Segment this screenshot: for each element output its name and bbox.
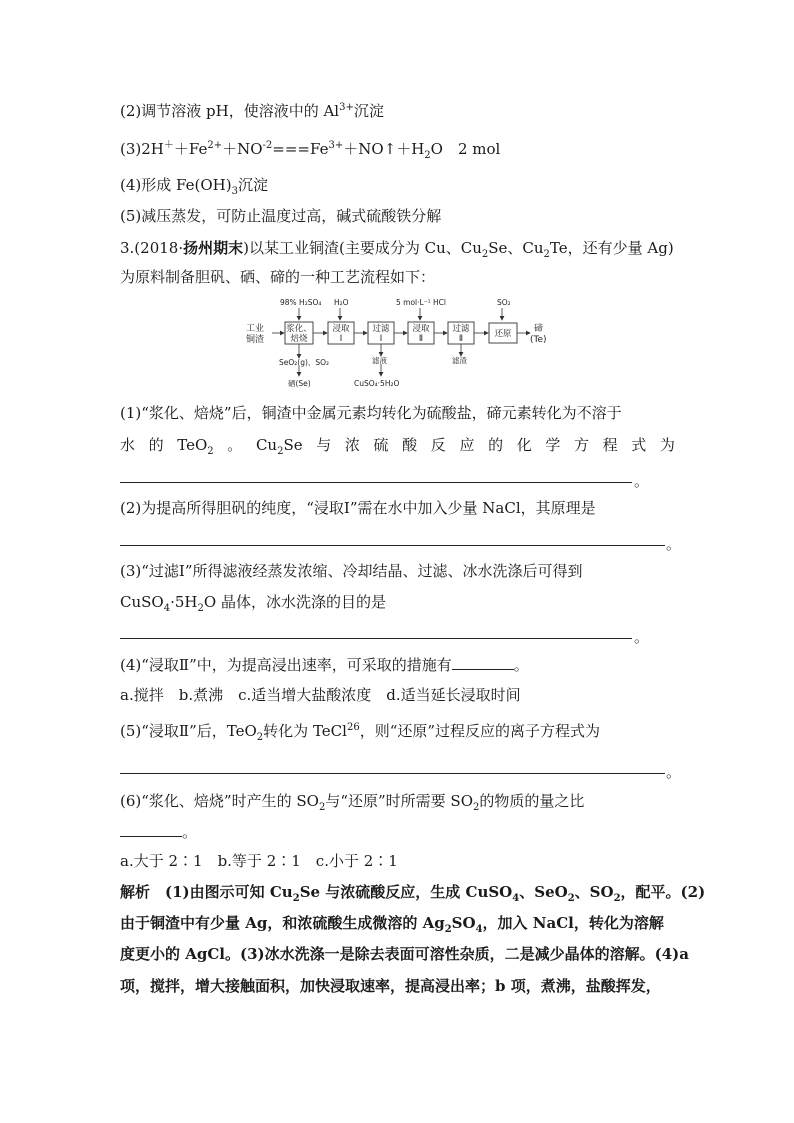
question-2: (2)为提高所得胆矾的纯度，“浸取Ⅰ”需在水中加入少量 NaCl，其原理是	[120, 499, 596, 517]
question-6-blank-line: 。	[120, 822, 197, 842]
solution-line-4: 项，搅拌，增大接触面积，加快浸取速率，提高浸出率；b 项，煮沸，盐酸挥发，	[120, 977, 661, 995]
svg-text:浆化、: 浆化、	[286, 324, 312, 334]
byproduct-residue: 滤渣	[452, 356, 467, 365]
process-flowchart	[244, 294, 554, 394]
answer-line-5: (5)减压蒸发，可防止温度过高，碱式硫酸铁分解	[120, 207, 442, 225]
question-6-options: a.大于 2∶1 b.等于 2∶1 c.小于 2∶1	[120, 852, 398, 870]
byproduct-seo2: SeO₂(g)、SO₂	[279, 358, 330, 367]
byproduct-se: 硒(Se)	[288, 379, 311, 388]
question-6: (6)“浆化、焙烧”时产生的 $SO_2$与“还原”时所需要 $SO_2$的物质的量之比	[120, 792, 585, 813]
answer-line-2: (2)调节溶液 pH，使溶液中的 $Al^{3+}$沉淀	[120, 102, 384, 120]
end-label-1: 碲	[534, 324, 544, 334]
answer-blank-4[interactable]	[452, 655, 514, 670]
byproduct-filtrate: 滤液	[372, 356, 387, 365]
svg-text:浸取: 浸取	[332, 324, 350, 334]
question-4-options: a.搅拌 b.煮沸 c.适当增大盐酸浓度 d.适当延长浸取时间	[120, 686, 521, 704]
start-label-2: 铜渣	[246, 335, 265, 345]
answer-blank-6[interactable]	[120, 822, 182, 837]
reagent-h2so4: 98% H₂SO₄	[280, 298, 322, 307]
period-1: 。	[634, 472, 650, 490]
svg-text:Ⅱ: Ⅱ	[458, 334, 464, 344]
answer-blank-1[interactable]	[120, 482, 632, 483]
question-1-line-2: 水 的 TeO$_2$ 。 $Cu_2Se$ 与 浓 硫 酸 反 应 的 化 学 方 程 式 为	[120, 436, 675, 457]
svg-text:Ⅰ: Ⅰ	[379, 334, 383, 344]
period-3: 。	[634, 628, 650, 646]
answer-blank-5[interactable]	[120, 773, 665, 774]
question-3-line-1: (3)“过滤Ⅰ”所得滤液经蒸发浓缩、冷却结晶、过滤、冰水洗涤后可得到	[120, 562, 583, 580]
solution-line-3: 度更小的 AgCl。(3)冰水洗涤一是除去表面可溶性杂质，二是减少晶体的溶解。(4)a	[120, 945, 689, 963]
reagent-so2: SO₂	[497, 298, 511, 307]
question-5: (5)“浸取Ⅱ”后，TeO$_2$转化为 TeCl$^{26}$，则“还原”过程反应的离子方程式为	[120, 722, 601, 743]
svg-text:浸取: 浸取	[412, 324, 430, 334]
start-label-1: 工业	[246, 324, 265, 334]
period-2: 。	[666, 535, 682, 553]
reagent-hcl: 5 mol·L⁻¹ HCl	[396, 298, 447, 307]
solution-line-2: 由于铜渣中有少量 Ag，和浓硫酸生成微溶的 $Ag_2SO_4$，加入 NaCl，转化为溶解	[120, 914, 664, 935]
svg-text:Ⅰ: Ⅰ	[339, 334, 343, 344]
byproduct-cuso4: CuSO₄·5H₂O	[354, 379, 400, 388]
svg-text:还原: 还原	[494, 329, 512, 339]
solution-line-1: 解析 (1)由图示可知 $Cu_2Se$ 与浓硫酸反应，生成 CuSO$_4$、SeO$_2$、$SO_2$，配平。(2)	[120, 883, 706, 904]
period-5: 。	[666, 763, 682, 781]
question-1-line-1: (1)“浆化、焙烧”后，铜渣中金属元素均转化为硫酸盐，碲元素转化为不溶于	[120, 404, 622, 422]
question-4: (4)“浸取Ⅱ”中，为提高浸出速率，可采取的措施有 。	[120, 656, 529, 674]
svg-text:过滤: 过滤	[452, 324, 470, 334]
answer-line-4: (4)形成 $Fe(OH)_3$沉淀	[120, 176, 268, 197]
reagent-h2o: H₂O	[334, 298, 349, 307]
svg-text:Ⅱ: Ⅱ	[418, 334, 424, 344]
svg-text:过滤: 过滤	[372, 324, 390, 334]
end-label-2: (Te)	[530, 335, 547, 345]
question-3-intro-2: 为原料制备胆矾、硒、碲的一种工艺流程如下：	[120, 268, 436, 286]
answer-line-3: $(3)2H^++Fe^{2+}+NO^{-2}===Fe^{3+}+NO↑+H_2O$ 2 mol	[120, 140, 501, 161]
question-3-intro: 3.(2018·扬州期末)以某工业铜渣(主要成分为 Cu、$Cu_2Se$、$Cu_2Te$，还有少量 Ag)	[120, 239, 674, 260]
answer-blank-3[interactable]	[120, 638, 632, 639]
svg-text:焙烧: 焙烧	[290, 334, 308, 344]
question-3-line-2: $CuSO_4\cdot 5H_2O$ 晶体，冰水洗涤的目的是	[120, 593, 386, 614]
answer-blank-2[interactable]	[120, 545, 665, 546]
